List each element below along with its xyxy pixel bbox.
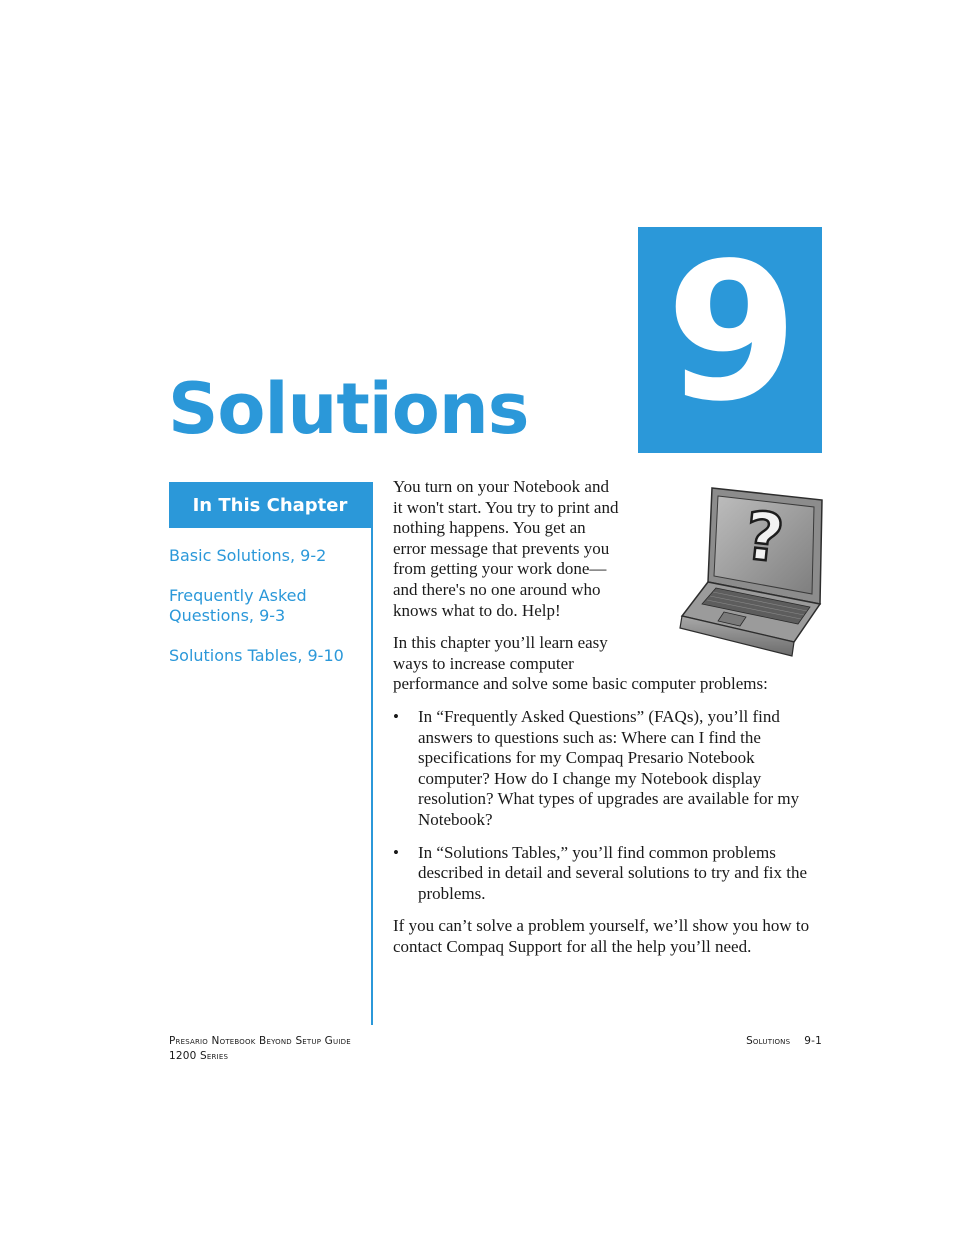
sidebar-divider [371,482,373,1025]
list-item [393,843,821,905]
chapter-toc [169,546,359,686]
bullet-text: In “Solutions Tables,” you’ll find common problems described in detail and several solutions to try and fix the problems. [418,842,808,903]
bullet-icon: • [393,706,399,726]
page-number: 9-1 [804,1035,822,1047]
closing-paragraph: If you can’t solve a problem yourself, we’ll show you how to contact Compaq Support for all the help you’ll need. [393,916,810,956]
laptop-question-icon [634,484,826,662]
footer-section: Solutions [746,1035,791,1047]
bullet-list [393,707,821,904]
intro-paragraph-2-end: performance and solve some basic computer problems: [393,674,768,694]
footer-left [169,1034,351,1064]
sidebar-heading: In This Chapter [169,482,371,528]
chapter-number-box [638,222,822,453]
list-item [393,707,821,831]
intro-paragraph: You turn on your Notebook and it won't start. You try to print and nothing happens. You get an error message that prevents you from getting your work done—and there's no one around who knows what to do. Help! [393,477,619,620]
chapter-title: Solutions [168,368,529,450]
question-mark: ? [741,497,788,578]
bullet-text: In “Frequently Asked Questions” (FAQs), you’ll find answers to questions such as: Where can I find the specifications for my Compaq Presario Notebook computer? How do I change my Notebook display resolution? What types of upgrades are available for my Notebook? [418,706,800,829]
footer-right [746,1034,822,1049]
toc-item-faq[interactable]: Frequently Asked Questions, 9-3 [169,586,307,625]
footer-series: 1200 Series [169,1050,229,1062]
footer-guide-title: Presario Notebook Beyond Setup Guide [169,1035,351,1047]
toc-item-solutions-tables[interactable]: Solutions Tables, 9-10 [169,646,344,665]
toc-item-basic-solutions[interactable]: Basic Solutions, 9-2 [169,546,327,565]
chapter-number: 9 [665,222,795,443]
intro-paragraph-2-start: In this chapter you’ll learn easy ways to increase computer [393,633,608,673]
bullet-icon: • [393,842,399,862]
